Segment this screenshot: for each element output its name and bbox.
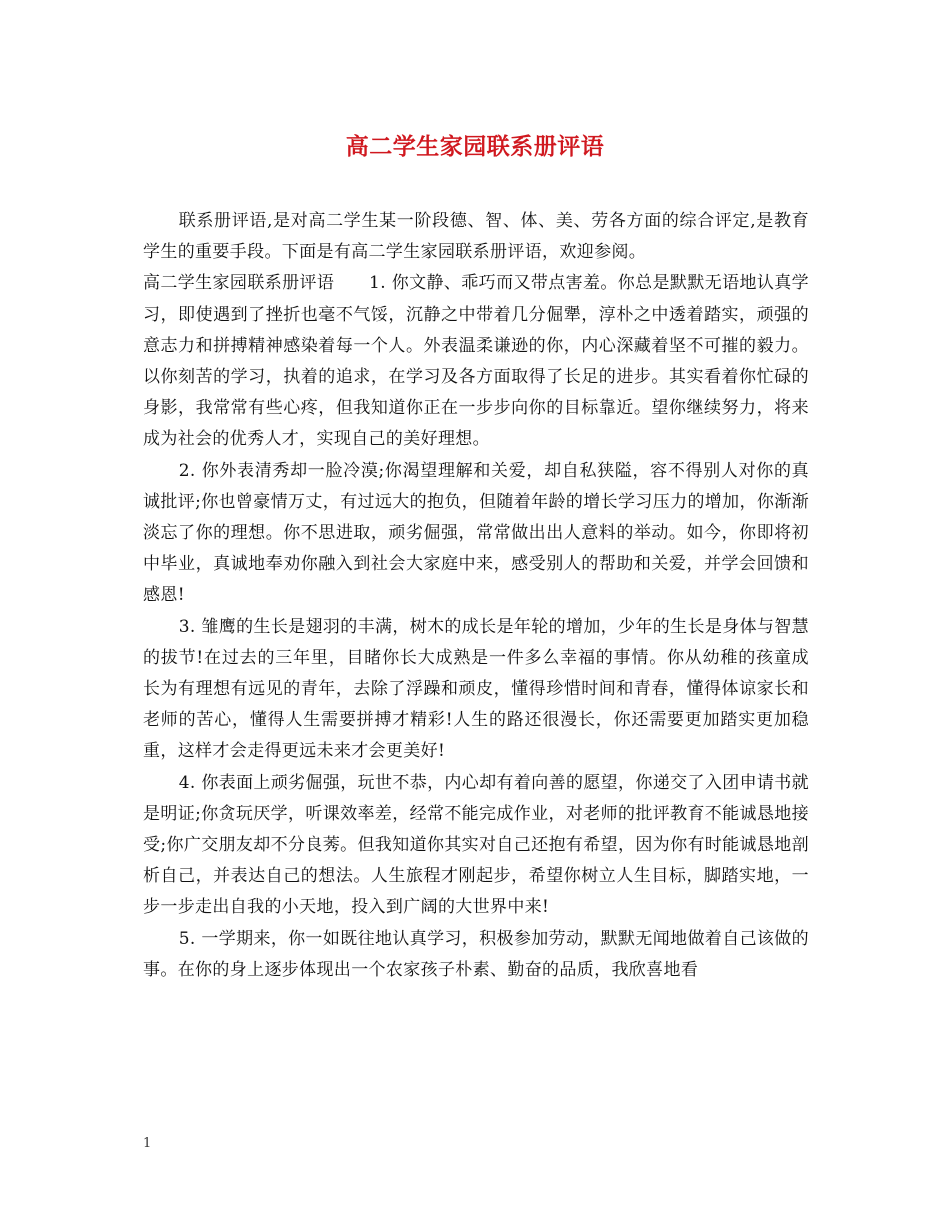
comment-paragraph-1: 高二学生家园联系册评语 1. 你文静、乖巧而又带点害羞。你总是默默无语地认真学习，即使遇到了挫折也毫不气馁，沉静之中带着几分倔犟，淳朴之中透着踏实，顽强的意志力和拼搏精神感染着每一个人。外表温柔谦逊的你，内心深藏着坚不可摧的毅力。以你刻苦的学习，执着的追求，在学习及各方面取得了长足的进步。其实看着你忙碌的身影，我常常有些心疼，但我知道你正在一步步向你的目标靠近。望你继续努力，将来成为社会的优秀人才，实现自己的美好理想。 xyxy=(143,273,809,450)
document-body xyxy=(143,206,809,986)
intro-paragraph: 联系册评语,是对高二学生某一阶段德、智、体、美、劳各方面的综合评定,是教育学生的重要手段。下面是有高二学生家园联系册评语，欢迎参阅。 xyxy=(143,211,809,263)
comment-paragraph-4: 4. 你表面上顽劣倔强，玩世不恭，内心却有着向善的愿望，你递交了入团申请书就是明证;你贪玩厌学，听课效率差，经常不能完成作业，对老师的批评教育不能诚恳地接受;你广交朋友却不分良莠。但我知道你其实对自己还抱有希望，因为你有时能诚恳地剖析自己，并表达自己的想法。人生旅程才刚起步，希望你树立人生目标，脚踏实地，一步一步走出自我的小天地，投入到广阔的大世界中来! xyxy=(143,772,809,918)
page-number: 1 xyxy=(143,1136,152,1151)
document-title: 高二学生家园联系册评语 xyxy=(345,133,605,160)
comment-paragraph-5: 5. 一学期来，你一如既往地认真学习，积极参加劳动，默默无闻地做着自己该做的事。在你的身上逐步体现出一个农家孩子朴素、勤奋的品质，我欣喜地看 xyxy=(143,928,809,980)
comment-paragraph-3: 3. 雏鹰的生长是翅羽的丰满，树木的成长是年轮的增加，少年的生长是身体与智慧的拔节!在过去的三年里，目睹你长大成熟是一件多么幸福的事情。你从幼稚的孩童成长为有理想有远见的青年，去除了浮躁和顽皮，懂得珍惜时间和青春，懂得体谅家长和老师的苦心，懂得人生需要拼搏才精彩!人生的路还很漫长，你还需要更加踏实更加稳重，这样才会走得更远未来才会更美好! xyxy=(143,616,809,762)
comment-paragraph-2: 2. 你外表清秀却一脸冷漠;你渴望理解和关爱，却自私狭隘，容不得别人对你的真诚批评;你也曾豪情万丈，有过远大的抱负，但随着年龄的增长学习压力的增加，你渐渐淡忘了你的理想。你不思进取，顽劣倔强，常常做出出人意料的举动。如今，你即将初中毕业，真诚地奉劝你融入到社会大家庭中来，感受别人的帮助和关爱，并学会回馈和感恩! xyxy=(143,460,809,606)
